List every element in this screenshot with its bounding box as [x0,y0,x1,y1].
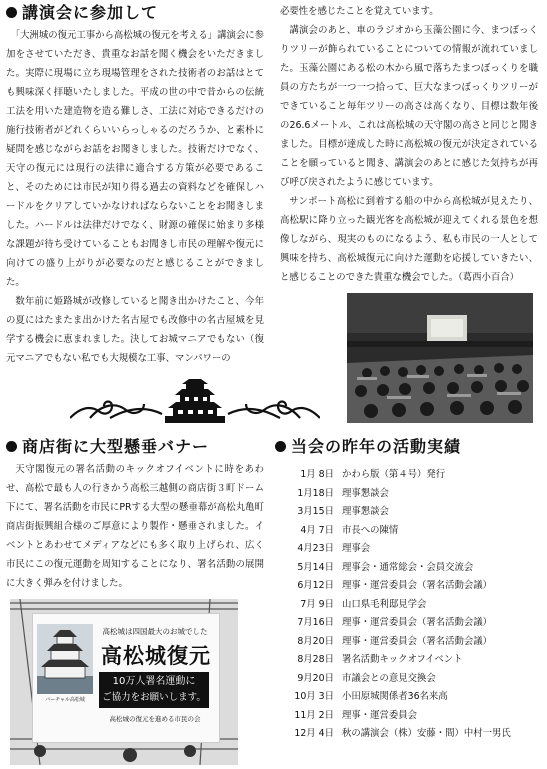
activity-event: 理事・運営委員会（署名活動会議） [342,580,493,591]
castle-wave-divider [70,378,320,424]
activity-row [276,577,538,596]
activity-date: 7月16日 [297,617,334,628]
activity-date: 6月12日 [297,580,334,591]
lecture-text-right [280,2,538,287]
activity-row [276,540,538,559]
banner-footer: 高松城の復元を進める市民の会 [109,715,201,723]
activity-row [276,651,538,670]
activity-event: 市議会との意見交換会 [342,672,436,684]
activity-event: 市長への陳情 [342,524,399,536]
hanging-banner [32,613,220,743]
activity-event: 署名活動キックオフイベント [342,654,463,665]
lecture-paragraph-2: 数年前に姫路城が改修していると聞き出かけたこと、今年の夏にはたまたま出かけた名古屋でも改修中の名古屋城を見学する機会に恵まれました。決してお城マニアでもない（復元マニアでもない私でも大規模な工事、マンパワーの [6,296,264,364]
section-heading-lecture: 講演会に参加して [6,3,158,23]
activity-event: 理事会 [342,543,371,554]
activity-date: 11月 2日 [294,709,334,721]
activity-event: 山口県毛利邸見学会 [342,598,427,610]
activity-row [276,633,538,652]
activity-date: 8月20日 [297,635,334,647]
lecture-paragraph-5: サンポート高松に到着する船の中から高松城が見えたり、高松駅に降り立った観光客を高松城が迎えてくれる景色を想像しながら、現実のものになるよう、私も市民の一人として興味を持ち、高松城復元に向けた運動を応援していきたい、と感じることのできた貴重な機会でした。（葛西小百合） [280,196,538,283]
activity-date: 5月14日 [297,561,334,573]
lecture-text-left [6,26,264,368]
activity-row [276,466,538,485]
lecture-paragraph-3: 必要性を感じたことを覚えています。 [280,6,439,17]
banner-photo [10,599,238,765]
banner-title: 高松城復元 [101,644,211,668]
activity-event: 秋の講演会（株）安藤・間）中村一男氏 [342,728,511,739]
activity-row [276,522,538,541]
activity-row [276,503,538,522]
activity-event: 理事・運営委員会（署名活動会議） [342,635,493,647]
activity-date: 9月20日 [297,672,334,684]
activity-event: 理事・運営委員会（署名活動会議） [342,617,493,628]
activity-date: 1月18日 [297,487,334,499]
castle-photo [37,624,93,703]
activity-event: 理事会・通常総会・会員交流会 [342,561,474,573]
activity-date: 4月 7日 [300,524,334,536]
banner-line-1: 10万人署名運動に [112,676,196,687]
activity-date: 8月28日 [297,654,334,665]
activity-row [276,670,538,689]
activity-date: 12月 4日 [294,728,334,739]
section-heading-activities: 当会の昨年の活動実績 [275,437,461,457]
banner-text [6,460,264,593]
lecture-paragraph-1: 「大洲城の復元工事から高松城の復元を考える」講演会に参加をさせていただき、貴重なお話を聞く機会をいただきました。実際に現場に立ち現場管理をされた技術者のお話はとても興味深く拝聴いたしました。平成の世の中で昔からの伝統工法を用いた建造物を造る難しさ、工法に対応できるだけの施行技術者がどれくらいいらっしゃるのだろうか、と素朴に疑問を感じながらお話をお聞きしました。技術だけでなく、天守の復元には現行の法律に適合する方策が必要であること、そのためには市民が知り得る過去の資料などを確保しハードルをクリアしていかなければならないことをお聞きしました。ハードルは法律だけでなく、財源の確保に始まり多様な課題が待ち受けていることもお聞きし市民の理解や復元に向けての盛り上がりが必要なのだと感じることができました。 [6,30,264,288]
activity-date: 4月23日 [297,543,334,554]
banner-paragraph: 天守閣復元の署名活動のキックオフイベントに時をあわせ、高松で最も人の行きかう高松三越側の商店街３町ドーム下にて、署名活動を市民にPRする大型の懸垂幕が高松丸亀町商店街振興組合様のご厚意により製作・懸垂されました。イベントとあわせてメディアなどにも多く取り上げられ、広く市民にこの復元運動を周知することになり、署名活動の展開に大きく弾みを付けました。 [6,464,264,589]
activity-row [276,707,538,726]
activity-event: かわら版（第４号）発行 [342,469,446,480]
activity-event: 小田原城関係者36名来高 [342,691,448,702]
photo-caption: バーチャル高松城 [45,697,85,703]
castle-icon [70,378,320,424]
activity-date: 3月15日 [297,506,334,517]
activity-row [276,688,538,707]
activity-row [276,485,538,504]
banner-message-box [99,672,209,708]
castle-icon [37,624,93,694]
lecture-hall-image [347,293,533,423]
activity-row [276,614,538,633]
lecture-hall-photo [347,293,533,423]
activity-row [276,725,538,744]
activity-date: 1月 8日 [300,469,334,480]
bullet-icon [6,441,17,452]
activity-event: 理事懇談会 [342,487,389,499]
banner-small-text: 高松城は四国最大のお城でした [102,627,208,636]
lecture-paragraph-4: 講演会のあと、車のラジオから玉藻公園に今、まつぼっくりツリーが飾られていることについての情報が流れていました。玉藻公園にある松の木から風で落ちたまつぼっくりを職員の方たちが一つ一つ拾って、巨大なまつぼっくりツリーができていること毎年ツリーの高さは高くなり、目標は数年後の26.6メートル、これは高松城の天守閣の高さと同じと聞きました。目標が達成した時に高松城の復元が決定されていることを願っていると聞き、講演会のあとに感じた気持ちが再び呼び戻されたように感じています。 [280,25,538,188]
activity-list [276,466,538,744]
activity-row [276,559,538,578]
bullet-icon [6,7,17,18]
section-heading-banner: 商店街に大型懸垂バナー [6,437,209,457]
activity-row [276,596,538,615]
activity-event: 理事懇談会 [342,506,389,517]
activity-date: 7月 9日 [300,598,334,610]
activity-event: 理事・運営委員会 [342,709,418,721]
banner-line-2: ご協力をお願いします。 [102,692,206,703]
bullet-icon [275,441,286,452]
activity-date: 10月 3日 [294,691,334,702]
